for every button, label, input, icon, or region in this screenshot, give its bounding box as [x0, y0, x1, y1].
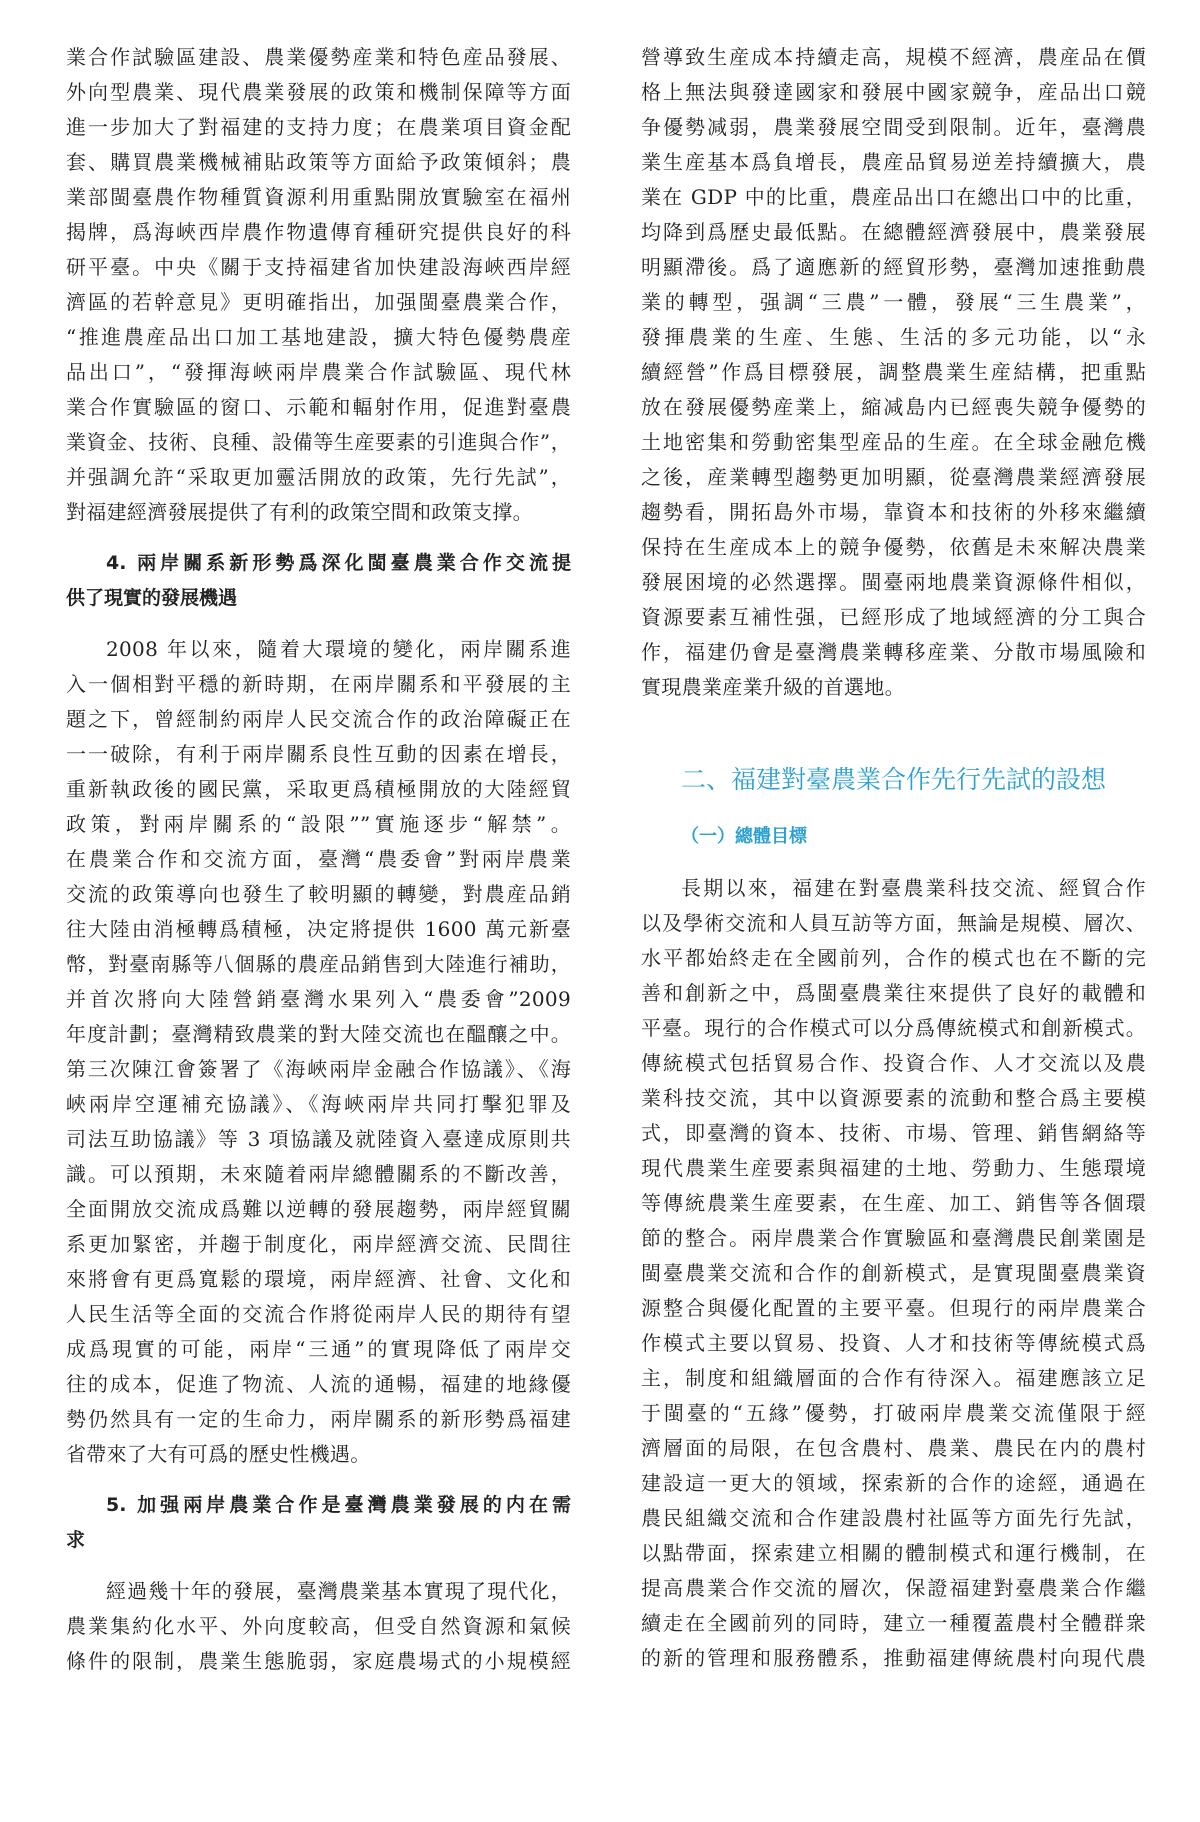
text-line: 放在發展優勢産業上，縮减島内已經喪失競争優勢的 [641, 395, 1146, 419]
chapter-heading: 二、福建對臺農業合作先行先試的設想 [681, 765, 1107, 794]
text-line: 業合作試驗區建設、農業優勢産業和特色産品發展、 [66, 45, 571, 69]
subsection-heading: （一）總體目標 [681, 826, 807, 847]
text-line: 一一破除，有利于兩岸關系良性互動的因素在增長， [66, 742, 571, 766]
text-line: 外向型農業、現代農業發展的政策和機制保障等方面 [66, 80, 571, 104]
heading-line: 供了現實的發展機遇 [66, 587, 238, 609]
text-line: 等傳統農業生産要素，在生産、加工、銷售等各個環 [641, 1191, 1146, 1215]
text-line: 業在 GDP 中的比重，農産品出口在總出口中的比重， [641, 185, 1146, 209]
text-line: 政策，對兩岸關系的“設限””實施逐步“解禁”。 [66, 812, 571, 836]
text-line: 傳統模式包括貿易合作、投資合作、人才交流以及農 [641, 1051, 1146, 1075]
text-line: 作，福建仍會是臺灣農業轉移産業、分散市場風險和 [641, 640, 1146, 664]
text-line: 平臺。現行的合作模式可以分爲傳統模式和創新模式。 [641, 1016, 1146, 1040]
text-line: 建設這一更大的領域，探索新的合作的途經，通過在 [641, 1471, 1146, 1495]
text-line: 源整合與優化配置的主要平臺。但現行的兩岸農業合 [641, 1296, 1146, 1320]
paragraph-overall-goals [641, 871, 1146, 1676]
heading-line: 求 [66, 1529, 86, 1551]
heading-line: 5. 加强兩岸農業合作是臺灣農業發展的内在需 [106, 1494, 571, 1516]
text-line: 以及學術交流和人員互訪等方面，無論是規模、層次、 [641, 911, 1146, 935]
text-line: 發展困境的必然選擇。閩臺兩地農業資源條件相似， [641, 570, 1146, 594]
paragraph-policy-support [66, 40, 571, 530]
text-line: 并强調允許“采取更加靈活開放的政策，先行先試”， [66, 465, 571, 489]
text-line: 濟區的若幹意見》更明確指出，加强閩臺農業合作， [66, 290, 571, 314]
text-line: 2008 年以來，隨着大環境的變化，兩岸關系進 [106, 637, 571, 661]
text-line: 揭牌，爲海峽西岸農作物遺傳育種研究提供良好的科 [66, 220, 571, 244]
text-line: 業的轉型，强調“三農”一體，發展“三生農業”， [641, 290, 1146, 314]
paragraph-taiwan-transformation [641, 40, 1146, 705]
text-line: 品出口”，“發揮海峽兩岸農業合作試驗區、現代林 [66, 360, 571, 384]
text-line: 幣，對臺南縣等八個縣的農産品銷售到大陸進行補助， [66, 952, 571, 976]
text-line: 争優勢减弱，農業發展空間受到限制。近年，臺灣農 [641, 115, 1146, 139]
text-line: 司法互助協議》等 3 項協議及就陸資入臺達成原則共 [66, 1127, 571, 1151]
text-line: 并首次將向大陸營銷臺灣水果列入“農委會”2009 [66, 987, 571, 1011]
text-line: 經過幾十年的發展，臺灣農業基本實現了現代化， [106, 1579, 571, 1603]
text-line: 資源要素互補性强，已經形成了地域經濟的分工與合 [641, 605, 1146, 629]
text-line: 保持在生産成本上的競争優勢，依舊是未來解决農業 [641, 535, 1146, 559]
text-line: 人民生活等全面的交流合作將從兩岸人民的期待有望 [66, 1302, 571, 1326]
text-line: 業生産基本爲負增長，農産品貿易逆差持續擴大，農 [641, 150, 1146, 174]
text-line: 峽兩岸空運補充協議》、《海峽兩岸共同打擊犯罪及 [66, 1092, 571, 1116]
text-line: 交流的政策導向也發生了較明顯的轉變，對農産品銷 [66, 882, 571, 906]
paragraph-taiwan-agriculture [66, 1574, 571, 1679]
text-line: 研平臺。中央《關于支持福建省加快建設海峽西岸經 [66, 255, 571, 279]
text-line: 年度計劃；臺灣精致農業的對大陸交流也在醞釀之中。 [66, 1022, 571, 1046]
text-line: 作模式主要以貿易、投資、人才和技術等傳統模式爲 [641, 1331, 1146, 1355]
text-line: 題之下，曾經制約兩岸人民交流合作的政治障礙正在 [66, 707, 571, 731]
text-line: 均降到爲歷史最低點。在總體經濟發展中，農業發展 [641, 220, 1146, 244]
text-line: 條件的限制，農業生態脆弱，家庭農場式的小規模經 [66, 1649, 571, 1673]
text-line: 閩臺農業交流和合作的創新模式，是實現閩臺農業資 [641, 1261, 1146, 1285]
text-line: 續經營”作爲目標發展，調整農業生産結構，把重點 [641, 360, 1146, 384]
text-line: 趨勢看，開拓島外市場，靠資本和技術的外移來繼續 [641, 500, 1146, 524]
text-line: 式，即臺灣的資本、技術、市場、管理、銷售網絡等 [641, 1121, 1146, 1145]
text-line: 成爲現實的可能，兩岸“三通”的實現降低了兩岸交 [66, 1337, 571, 1361]
text-line: 續走在全國前列的同時，建立一種覆蓋農村全體群衆 [641, 1611, 1146, 1635]
text-line: 系更加緊密，并趨于制度化，兩岸經濟交流、民間往 [66, 1232, 571, 1256]
text-line: 套、購買農業機械補貼政策等方面給予政策傾斜；農 [66, 150, 571, 174]
text-line: 省帶來了大有可爲的歷史性機遇。 [66, 1442, 371, 1466]
text-line: 第三次陳江會簽署了《海峽兩岸金融合作協議》、《海 [66, 1057, 571, 1081]
left-column [66, 40, 571, 1679]
text-line: 于閩臺的“五緣”優勢，打破兩岸農業交流僅限于經 [641, 1401, 1146, 1425]
text-line: 在農業合作和交流方面，臺灣“農委會”對兩岸農業 [66, 847, 571, 871]
heading-line: 4. 兩岸關系新形勢爲深化閩臺農業合作交流提 [106, 552, 571, 574]
text-line: 提高農業合作交流的層次，保證福建對臺農業合作繼 [641, 1576, 1146, 1600]
text-line: 濟層面的局限，在包含農村、農業、農民在内的農村 [641, 1436, 1146, 1460]
text-line: 勢仍然具有一定的生命力，兩岸關系的新形勢爲福建 [66, 1407, 571, 1431]
section-heading-5 [66, 1488, 571, 1558]
text-line: 業合作實驗區的窗口、示範和輻射作用，促進對臺農 [66, 395, 571, 419]
text-line: 農民組織交流和合作建設農村社區等方面先行先試， [641, 1506, 1146, 1530]
text-line: 往大陸由消極轉爲積極，决定將提供 1600 萬元新臺 [66, 917, 571, 941]
text-line: 主，制度和組織層面的合作有待深入。福建應該立足 [641, 1366, 1146, 1390]
text-line: 營導致生産成本持續走高，規模不經濟，農産品在價 [641, 45, 1146, 69]
text-line: 發揮農業的生産、生態、生活的多元功能，以“永 [641, 325, 1146, 349]
text-line: 實現農業産業升級的首選地。 [641, 675, 905, 699]
text-line: 格上無法與發達國家和發展中國家競争，産品出口競 [641, 80, 1146, 104]
text-line: “推進農産品出口加工基地建設，擴大特色優勢農産 [66, 325, 571, 349]
text-line: 節的整合。兩岸農業合作實驗區和臺灣農民創業園是 [641, 1226, 1146, 1250]
text-line: 長期以來，福建在對臺農業科技交流、經貿合作 [681, 876, 1146, 900]
text-line: 重新執政後的國民黨，采取更爲積極開放的大陸經貿 [66, 777, 571, 801]
text-line: 對福建經濟發展提供了有利的政策空間和政策支撑。 [66, 500, 533, 524]
text-line: 來將會有更爲寬鬆的環境，兩岸經濟、社會、文化和 [66, 1267, 571, 1291]
text-line: 善和創新之中，爲閩臺農業往來提供了良好的載體和 [641, 981, 1146, 1005]
text-line: 入一個相對平穩的新時期，在兩岸關系和平發展的主 [66, 672, 571, 696]
right-column [641, 40, 1146, 1676]
text-line: 全面開放交流成爲難以逆轉的發展趨勢，兩岸經貿關 [66, 1197, 571, 1221]
text-line: 土地密集和勞動密集型産品的生産。在全球金融危機 [641, 430, 1146, 454]
text-line: 往的成本，促進了物流、人流的通暢，福建的地緣優 [66, 1372, 571, 1396]
text-line: 的新的管理和服務體系，推動福建傳統農村向現代農 [641, 1646, 1146, 1670]
text-line: 業科技交流，其中以資源要素的流動和整合爲主要模 [641, 1086, 1146, 1110]
text-line: 進一步加大了對福建的支持力度；在農業項目資金配 [66, 115, 571, 139]
text-line: 以點帶面，探索建立相關的體制模式和運行機制，在 [641, 1541, 1146, 1565]
text-line: 明顯滯後。爲了適應新的經貿形勢，臺灣加速推動農 [641, 255, 1146, 279]
text-line: 水平都始終走在全國前列，合作的模式也在不斷的完 [641, 946, 1146, 970]
text-line: 之後，産業轉型趨勢更加明顯，從臺灣農業經濟發展 [641, 465, 1146, 489]
text-line: 業資金、技術、良種、設備等生産要素的引進與合作”， [66, 430, 571, 454]
section-heading-4 [66, 546, 571, 616]
text-line: 農業集約化水平、外向度較高，但受自然資源和氣候 [66, 1614, 571, 1638]
text-line: 業部閩臺農作物種質資源利用重點開放實驗室在福州 [66, 185, 571, 209]
paragraph-cross-strait-relations [66, 632, 571, 1472]
text-line: 識。可以預期，未來隨着兩岸總體關系的不斷改善， [66, 1162, 571, 1186]
text-line: 現代農業生産要素與福建的土地、勞動力、生態環境 [641, 1156, 1146, 1180]
